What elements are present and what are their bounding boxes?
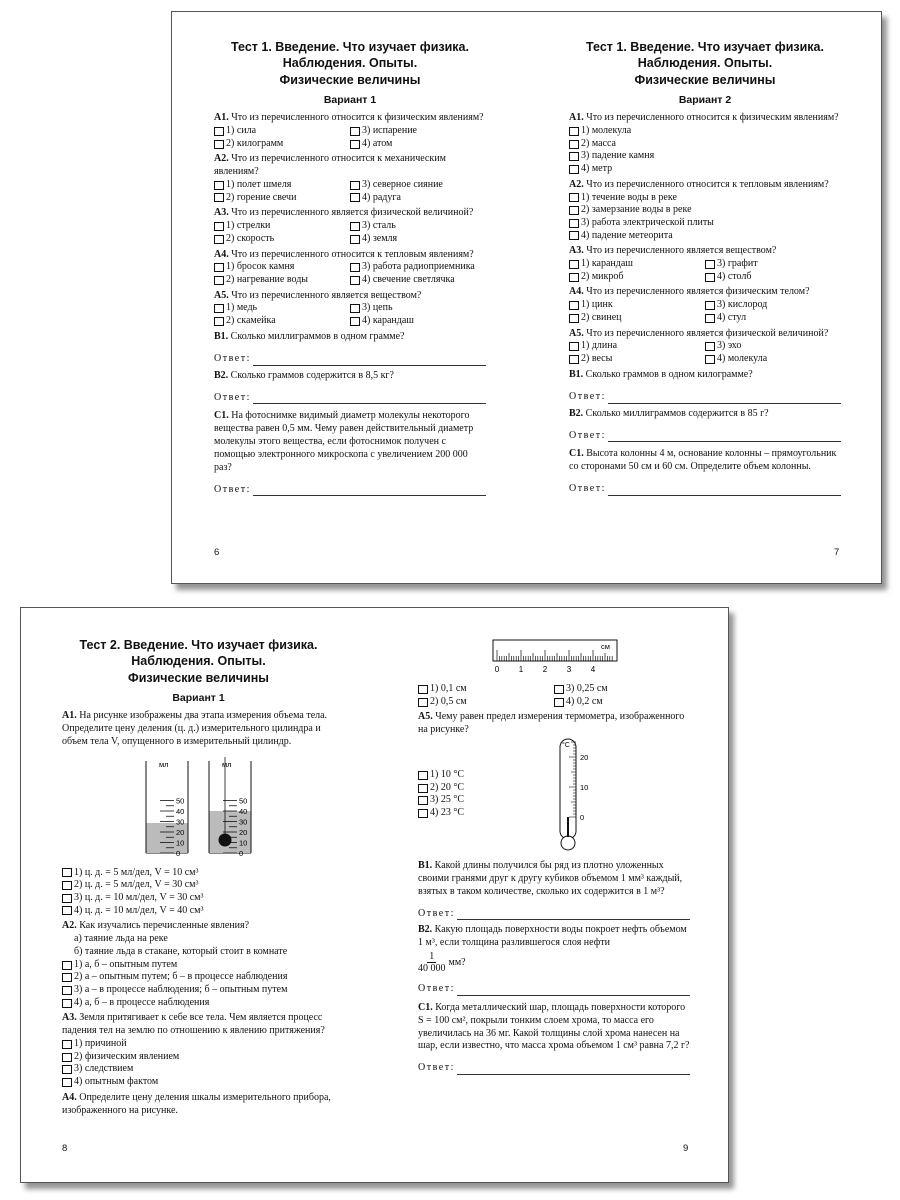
checkbox[interactable] — [62, 973, 72, 982]
options-a3 — [62, 1038, 335, 1089]
checkbox[interactable] — [214, 304, 224, 313]
answer-line[interactable] — [253, 486, 486, 496]
checkbox[interactable] — [569, 219, 579, 228]
option[interactable]: 2) весы — [569, 353, 705, 366]
checkbox[interactable] — [62, 986, 72, 995]
checkbox[interactable] — [350, 181, 360, 190]
ruler-label: 3 — [566, 665, 572, 674]
option[interactable]: 1) бросок камня — [214, 261, 350, 274]
sub-item: б) таяние льда в стакане, который стоит в комнате — [74, 945, 288, 957]
answer-line[interactable] — [457, 1065, 690, 1075]
question-b2: В2. Сколько граммов содержится в 8,5 кг? — [214, 369, 394, 381]
cylinder-before — [146, 760, 188, 858]
checkbox[interactable] — [569, 127, 579, 136]
option[interactable]: 3) 25 °С — [418, 794, 498, 807]
options-a5 — [214, 302, 486, 327]
checkbox[interactable] — [214, 193, 224, 202]
page-title: Тест 1. Введение. Что изучает физика. Наблюдения. Опыты. Физические величины — [586, 40, 824, 87]
option[interactable]: 1) медь — [214, 302, 350, 315]
checkbox[interactable] — [214, 140, 224, 149]
answer-field[interactable]: Ответ: — [569, 483, 841, 496]
option[interactable]: 2) 0,5 см — [418, 696, 554, 709]
option[interactable]: 2) масса — [569, 138, 841, 151]
checkbox[interactable] — [214, 235, 224, 244]
checkbox[interactable] — [569, 342, 579, 351]
checkbox[interactable] — [705, 260, 715, 269]
answer-line[interactable] — [608, 432, 841, 442]
immersed-body — [219, 833, 232, 846]
option[interactable]: 2) горение свечи — [214, 192, 350, 205]
question-c1: С1. Высота колонны 4 м, основание колонны – прямоугольник со сторонами 50 см и 60 см. Определите объем колонны. — [569, 448, 837, 473]
checkbox[interactable] — [214, 127, 224, 136]
question-a5: А5. Что из перечисленного является физической величиной? — [569, 327, 829, 339]
fraction-row: $\frac{1}{40 000}$ мм? — [418, 950, 466, 974]
checkbox[interactable] — [569, 165, 579, 174]
page-number: 9 — [683, 1143, 689, 1154]
option[interactable]: 3) а – в процессе наблюдения; б – опытным путем — [62, 984, 335, 997]
page-number: 7 — [834, 547, 840, 558]
question-c1: С1. На фотоснимке видимый диаметр молекулы некоторого вещества равен 0,5 мм. Чему равен действительный диаметр молекулы этого вещества, если фотоснимок получен с помощью электронного микроскопа с увеличением 200 000 раз? — [214, 410, 474, 473]
checkbox[interactable] — [569, 231, 579, 240]
options-a1 — [62, 867, 335, 918]
checkbox[interactable] — [569, 260, 579, 269]
scale-label: 40 — [176, 806, 185, 816]
option[interactable]: 1) причиной — [62, 1038, 335, 1051]
option[interactable]: 4) столб — [705, 271, 841, 284]
checkbox[interactable] — [62, 961, 72, 970]
checkbox[interactable] — [350, 263, 360, 272]
scale-label: 30 — [239, 817, 248, 827]
option[interactable]: 4) свечение светлячка — [350, 274, 486, 287]
variant-heading: Вариант 2 — [678, 93, 732, 106]
option[interactable]: 1) 10 °С — [418, 769, 498, 782]
checkbox[interactable] — [418, 809, 428, 818]
scale-label: 0 — [239, 848, 244, 858]
answer-field[interactable]: Ответ: — [569, 391, 841, 404]
checkbox[interactable] — [554, 698, 564, 707]
question-b1: В1. Сколько миллиграммов в одном грамме? — [214, 330, 405, 342]
page-9 — [418, 635, 690, 1079]
question-b1: В1. Сколько граммов в одном килограмме? — [569, 368, 753, 380]
option[interactable]: 4) а, б – в процессе наблюдения — [62, 997, 335, 1010]
page-7 — [569, 39, 841, 500]
option[interactable]: 3) падение камня — [569, 150, 841, 163]
thermometer-figure — [553, 737, 613, 855]
scale-label: 50 — [176, 796, 185, 806]
options-a2 — [214, 179, 486, 204]
checkbox[interactable] — [350, 127, 360, 136]
answer-line[interactable] — [608, 486, 841, 496]
option[interactable]: 1) а, б – опытным путем — [62, 959, 335, 972]
scale-label: 10 — [176, 838, 185, 848]
option[interactable]: 3) работа радиоприемника — [350, 261, 486, 274]
ruler-label: 1 — [518, 665, 524, 674]
checkbox[interactable] — [62, 1040, 72, 1049]
answer-field[interactable]: Ответ: — [418, 983, 690, 996]
option[interactable]: 2) микроб — [569, 271, 705, 284]
checkbox[interactable] — [62, 894, 72, 903]
option[interactable]: 1) длина — [569, 340, 705, 353]
options-a1 — [214, 125, 486, 150]
option[interactable]: 3) сталь — [350, 220, 486, 233]
checkbox[interactable] — [214, 263, 224, 272]
checkbox[interactable] — [569, 193, 579, 202]
checkbox[interactable] — [350, 140, 360, 149]
option[interactable]: 3) следствием — [62, 1063, 335, 1076]
option[interactable]: 4) ц. д. = 10 мл/дел, V = 40 см³ — [62, 905, 335, 918]
fraction: $\frac{1}{40 000}$ — [418, 950, 446, 974]
scale-label: 50 — [239, 796, 248, 806]
scale-label: 40 — [239, 806, 248, 816]
options-a5 — [418, 769, 498, 820]
checkbox[interactable] — [214, 276, 224, 285]
option[interactable]: 3) кислород — [705, 299, 841, 312]
question-a5: А5. Чему равен предел измерения термометра, изображенного на рисунке? — [418, 711, 685, 736]
measuring-cylinders-figure — [62, 753, 335, 863]
option[interactable]: 2) свинец — [569, 312, 705, 325]
checkbox[interactable] — [554, 685, 564, 694]
question-a2: А2. Что из перечисленного относится к тепловым явлениям? — [569, 178, 829, 190]
option[interactable]: 4) молекула — [705, 353, 841, 366]
page-number: 8 — [62, 1143, 68, 1154]
ruler-label: 4 — [590, 665, 596, 674]
option[interactable]: 3) работа электрической плиты — [569, 217, 841, 230]
option[interactable]: 1) 0,1 см — [418, 683, 554, 696]
checkbox[interactable] — [62, 881, 72, 890]
option[interactable]: 3) 0,25 см — [554, 683, 690, 696]
checkbox[interactable] — [350, 317, 360, 326]
option[interactable]: 4) метр — [569, 163, 841, 176]
variant-heading: Вариант 1 — [172, 691, 225, 704]
checkbox[interactable] — [214, 222, 224, 231]
option[interactable]: 4) 23 °С — [418, 807, 498, 820]
option[interactable]: 1) карандаш — [569, 258, 705, 271]
option[interactable]: 1) течение воды в реке — [569, 192, 841, 205]
ruler-figure — [418, 635, 690, 675]
option[interactable]: 2) 20 °С — [418, 782, 498, 795]
option[interactable]: 2) килограмм — [214, 138, 350, 151]
option[interactable]: 4) радуга — [350, 192, 486, 205]
option[interactable]: 4) атом — [350, 138, 486, 151]
option[interactable]: 3) цепь — [350, 302, 486, 315]
option[interactable]: 1) сила — [214, 125, 350, 138]
question-b2: В2. Сколько миллиграммов содержится в 85 г? — [569, 407, 769, 419]
question-a4: А4. Что из перечисленного относится к тепловым явлениям? — [214, 248, 474, 260]
option[interactable]: 4) 0,2 см — [554, 696, 690, 709]
scale-label: 30 — [176, 817, 185, 827]
checkbox[interactable] — [418, 796, 428, 805]
ruler-unit-label: см — [601, 642, 610, 651]
option[interactable]: 1) молекула — [569, 125, 841, 138]
option[interactable]: 3) ц. д. = 10 мл/дел, V = 30 см³ — [62, 892, 335, 905]
options-a5 — [569, 340, 841, 365]
option[interactable]: 2) ц. д. = 5 мл/дел, V = 30 см³ — [62, 879, 335, 892]
checkbox[interactable] — [569, 152, 579, 161]
checkbox[interactable] — [350, 222, 360, 231]
checkbox[interactable] — [62, 868, 72, 877]
ruler-label: 0 — [494, 665, 500, 674]
option[interactable]: 2) а – опытным путем; б – в процессе наблюдения — [62, 971, 335, 984]
answer-field[interactable]: Ответ: — [418, 907, 690, 920]
checkbox[interactable] — [705, 273, 715, 282]
scale-label: 20 — [176, 827, 185, 837]
checkbox[interactable] — [569, 140, 579, 149]
a5-row — [418, 737, 690, 857]
options-a1 — [569, 125, 841, 176]
question-a1: А1. На рисунке изображены два этапа измерения объема тела. Определите цену деления (ц. д.) измерительного цилиндра и объем тела V, опущенного в измерительный цилиндр. — [62, 710, 328, 747]
options-a3 — [569, 258, 841, 283]
question-c1: С1. Когда металлический шар, площадь поверхности которого S = 100 см², покрыли тонким слоем хрома, то масса его увеличилась на 36 мг. Какой толщины слой хрома нанесен на шар, если известно, что масса хрома объемом 1 см³ равна 7,2 г? — [418, 1001, 690, 1052]
scale-label: 0 — [176, 848, 181, 858]
spread-test2 — [20, 607, 729, 1183]
scale-label: 10 — [239, 838, 248, 848]
answer-field[interactable]: Ответ: — [214, 353, 486, 366]
option[interactable]: 4) карандаш — [350, 315, 486, 328]
options-a2 — [62, 959, 335, 1010]
options-a3 — [214, 220, 486, 245]
thermo-label: 10 — [580, 782, 589, 792]
option[interactable]: 4) опытным фактом — [62, 1076, 335, 1089]
option[interactable]: 2) нагревание воды — [214, 274, 350, 287]
variant-heading: Вариант 1 — [323, 93, 377, 106]
option[interactable]: 1) ц. д. = 5 мл/дел, V = 10 см³ — [62, 867, 335, 880]
page-title: Тест 2. Введение. Что изучает физика. Наблюдения. Опыты. Физические величины — [79, 638, 318, 685]
page-title: Тест 1. Введение. Что изучает физика. Наблюдения. Опыты. Физические величины — [231, 40, 469, 87]
checkbox[interactable] — [214, 181, 224, 190]
checkbox[interactable] — [418, 784, 428, 793]
checkbox[interactable] — [350, 304, 360, 313]
ruler-label: 2 — [542, 665, 548, 674]
checkbox[interactable] — [705, 301, 715, 310]
thermo-label: 20 — [580, 752, 589, 762]
option[interactable]: 1) полет шмеля — [214, 179, 350, 192]
page-number: 6 — [214, 547, 220, 558]
thermo-label: 0 — [580, 812, 585, 822]
thermometer-unit-label: °С — [562, 741, 570, 749]
answer-field[interactable]: Ответ: — [418, 1062, 690, 1075]
option[interactable]: 1) цинк — [569, 299, 705, 312]
thermometer-bulb — [561, 836, 575, 850]
question-a3: А3. Что из перечисленного является физической величиной? — [214, 207, 474, 219]
option[interactable]: 1) стрелки — [214, 220, 350, 233]
checkbox[interactable] — [569, 273, 579, 282]
option[interactable]: 2) скамейка — [214, 315, 350, 328]
option[interactable]: 3) северное сияние — [350, 179, 486, 192]
cylinder-after — [209, 757, 251, 858]
checkbox[interactable] — [350, 276, 360, 285]
question-a4: А4. Что из перечисленного является физическим телом? — [569, 286, 810, 298]
sub-item: а) таяние льда на реке — [74, 933, 168, 945]
checkbox[interactable] — [62, 1065, 72, 1074]
answer-field[interactable]: Ответ: — [214, 391, 486, 404]
options-a2 — [569, 192, 841, 243]
option[interactable]: 3) эхо — [705, 340, 841, 353]
option[interactable]: 2) физическим явлением — [62, 1051, 335, 1064]
options-a4 — [569, 299, 841, 324]
checkbox[interactable] — [569, 301, 579, 310]
answer-line[interactable] — [608, 394, 841, 404]
checkbox[interactable] — [705, 342, 715, 351]
cylinder-unit-label: мл — [159, 759, 169, 769]
question-a3: А3. Что из перечисленного является веществом? — [569, 245, 777, 257]
checkbox[interactable] — [350, 235, 360, 244]
option[interactable]: 2) скорость — [214, 233, 350, 246]
option[interactable]: 4) стул — [705, 312, 841, 325]
question-a5: А5. Что из перечисленного является веществом? — [214, 289, 422, 301]
checkbox[interactable] — [418, 771, 428, 780]
answer-field[interactable]: Ответ: — [569, 429, 841, 442]
question-a1: А1. Что из перечисленного относится к физическим явлениям? — [569, 112, 839, 124]
option[interactable]: 4) земля — [350, 233, 486, 246]
answer-line[interactable] — [457, 986, 690, 996]
page-8 — [62, 637, 335, 1117]
option[interactable]: 2) замерзание воды в реке — [569, 204, 841, 217]
checkbox[interactable] — [62, 906, 72, 915]
cylinder-unit-label: мл — [222, 759, 232, 769]
question-a2: А2. Что из перечисленного относится к механическим явлениям? — [214, 153, 446, 178]
question-a2: А2. Как изучались перечисленные явления? — [62, 920, 250, 932]
checkbox[interactable] — [569, 355, 579, 364]
checkbox[interactable] — [62, 999, 72, 1008]
scale-label: 20 — [239, 827, 248, 837]
options-a4 — [418, 683, 690, 708]
checkbox[interactable] — [62, 1053, 72, 1062]
checkbox[interactable] — [705, 314, 715, 323]
page-6 — [214, 39, 486, 500]
checkbox[interactable] — [350, 193, 360, 202]
question-b1: В1. Какой длины получился бы ряд из плотно уложенных своими гранями друг к другу кубиков объемом 1 мм³ каждый, взятых в таком количестве, сколько их содержится в 1 м³? — [418, 859, 683, 897]
checkbox[interactable] — [569, 206, 579, 215]
checkbox[interactable] — [62, 1078, 72, 1087]
answer-line[interactable] — [457, 910, 690, 920]
checkbox[interactable] — [214, 317, 224, 326]
checkbox[interactable] — [705, 355, 715, 364]
option[interactable]: 3) испарение — [350, 125, 486, 138]
answer-field[interactable]: Ответ: — [214, 483, 486, 496]
question-a3: А3. Земля притягивает к себе все тела. Чем является процесс падения тел на землю по отношению к явлению притяжения? — [62, 1012, 325, 1037]
option[interactable]: 3) графит — [705, 258, 841, 271]
question-a4: А4. Определите цену деления шкалы измерительного прибора, изображенного на рисунке. — [62, 1091, 331, 1116]
checkbox[interactable] — [569, 314, 579, 323]
spread-test1 — [171, 11, 882, 584]
question-a1: А1. Что из перечисленного относится к физическим явлениям? — [214, 112, 484, 124]
answer-line[interactable] — [253, 394, 486, 404]
checkbox[interactable] — [418, 698, 428, 707]
checkbox[interactable] — [418, 685, 428, 694]
answer-line[interactable] — [253, 356, 486, 366]
question-b2: В2. Какую площадь поверхности воды покроет нефть объемом 1 м³, если толщина разлившегося слоя нефти — [418, 924, 687, 949]
options-a4 — [214, 261, 486, 286]
option[interactable]: 4) падение метеорита — [569, 230, 841, 243]
